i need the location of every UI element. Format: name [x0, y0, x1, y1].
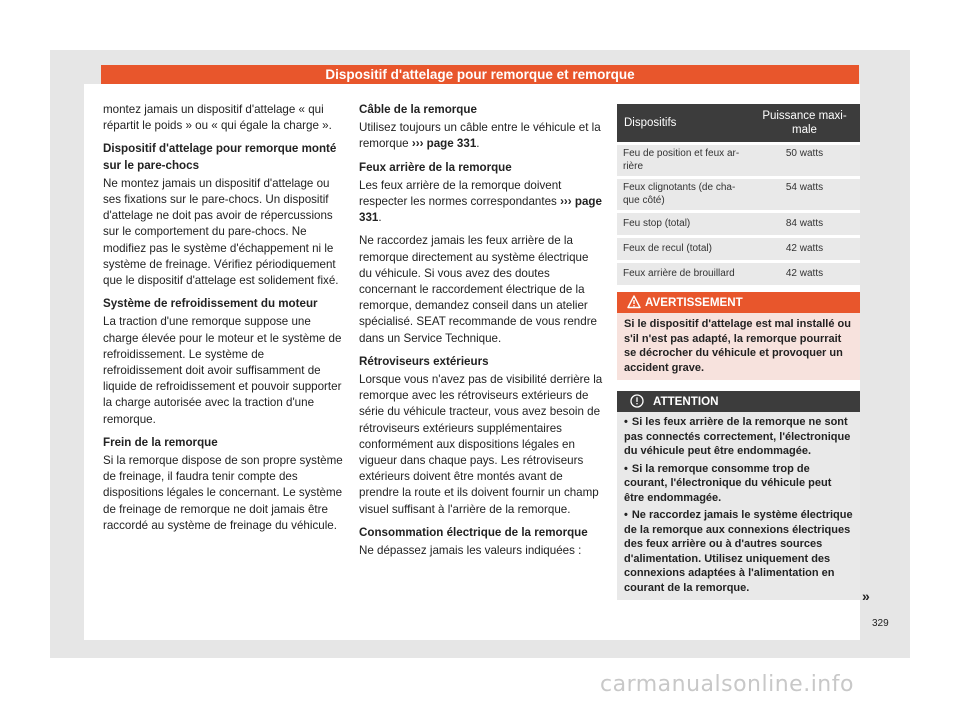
paragraph-text: . [378, 211, 382, 225]
heading: Feux arrière de la remorque [359, 160, 512, 174]
table-cell: Feux de recul (total) [617, 238, 749, 260]
power-table [617, 101, 860, 288]
table-row [617, 238, 860, 260]
paragraph: La traction d'une remorque suppose une charge élevée pour le moteur et le système de refroidissement. Le système de refroidissement doit avoir suffisamment de liquide de refroidissement et pouvoir supporter la charge autorisée avec la traction d'une remorque. [103, 315, 342, 426]
heading: Système de refroidissement du moteur [103, 297, 318, 311]
warning-triangle-icon [627, 295, 641, 309]
list-item: • Si la remorque consomme trop de courant, l'électronique du véhicule peut être endommagée. [624, 462, 832, 504]
paragraph: Ne montez jamais un dispositif d'attelage ou ses fixations sur le pare-chocs. Un dispositif d'attelage ne doit pas avoir de répercussions sur le comportement du pare-chocs. Ne modifiez pas le système d'échappement ni le système de freinage. Vérifiez périodiquement que le dispositif d'attelage est solidement fixé. [103, 176, 339, 288]
table-row [617, 179, 860, 210]
list-item: • Si les feux arrière de la remorque ne sont pas connectés correctement, l'électronique du véhicule peut être endommagée. [624, 416, 851, 457]
table-cell: 50 watts [749, 145, 860, 176]
attention-list [624, 415, 853, 595]
section-header: Dispositif d'attelage pour remorque et remorque [101, 65, 859, 84]
paragraph: Ne dépassez jamais les valeurs indiquées : [359, 544, 582, 558]
warning-text: Si le dispositif d'attelage est mal installé ou s'il n'est pas adapté, la remorque pourrait se décrocher du véhicule et provoquer un accident grave. [624, 318, 851, 374]
heading: Frein de la remorque [103, 435, 218, 449]
paragraph-text: Les feux arrière de la remorque doivent respecter les normes correspondantes [359, 178, 562, 209]
table-cell: Feu de position et feux ar-rière [617, 145, 749, 176]
table-cell: 42 watts [749, 263, 860, 285]
table-cell: Feux clignotants (de cha-que côté) [617, 179, 749, 210]
table-row [617, 263, 860, 285]
table-cell: 84 watts [749, 213, 860, 235]
watermark: carmanualsonline.info [600, 672, 854, 697]
paragraph-text: . [476, 137, 480, 151]
page-reference-link[interactable]: ››› page 331 [411, 137, 477, 151]
table-cell: 42 watts [749, 238, 860, 260]
continue-arrow-icon: » [862, 588, 870, 604]
table-header-devices: Dispositifs [617, 104, 749, 142]
table-row [617, 145, 860, 176]
paragraph: Si la remorque dispose de son propre système de freinage, il faudra tenir compte des dispositions légales le concernant. Le système de freinage de remorque ne doit jamais être raccordé au système de freinage du véhicule. [103, 454, 343, 532]
paragraph: Ne raccordez jamais les feux arrière de la remorque directement au système électrique du véhicule. Si vous avez des doutes concernant le raccordement électrique de la remorque, demandez conseil dans un atelier spécialisé. SEAT recommande de vous rendre dans un Service Technique. [359, 234, 598, 345]
page-number: 329 [872, 618, 889, 629]
attention-body [617, 412, 860, 601]
column-middle [359, 102, 603, 566]
attention-header [617, 391, 860, 412]
heading: Dispositif d'attelage pour remorque monté sur le pare-chocs [103, 142, 337, 172]
attention-box [617, 391, 860, 600]
paragraph: Lorsque vous n'avez pas de visibilité derrière la remorque avec les rétroviseurs extérieurs de série du véhicule tracteur, vous avez besoin de rétroviseurs extérieurs supplémentaires conformément aux dispositions légales en vigueur dans chaque pays. Les rétroviseurs extérieurs doivent être montés avant de prendre la route et ils doivent fournir un champ visuel suffisant à l'arrière de la remorque. [359, 373, 603, 516]
list-item-text: Ne raccordez jamais le système électrique de la remorque aux connexions électriques des feux arrière ou à d'autres sources d'alimentation. Utilisez uniquement des connexions adaptées à l'alimentation en courant de la remorque. [624, 509, 853, 594]
list-item: • Ne raccordez jamais le système électrique de la remorque aux connexions électriques des feux arrière ou à d'autres sources d'alimentation. Utilisez uniquement des connexions adaptées à l'alimentation en courant de la remorque. [624, 509, 853, 594]
table-cell: 54 watts [749, 179, 860, 210]
heading: Rétroviseurs extérieurs [359, 354, 489, 368]
paragraph [359, 120, 603, 152]
list-item-text: Si les feux arrière de la remorque ne sont pas connectés correctement, l'électronique du véhicule peut être endommagée. [624, 416, 851, 457]
warning-title: AVERTISSEMENT [645, 296, 743, 309]
paragraph [359, 178, 603, 227]
table-header-power: Puissance maxi-male [749, 104, 860, 142]
list-item-text: Si la remorque consomme trop de courant, l'électronique du véhicule peut être endommagée. [624, 462, 832, 504]
page-reference-link[interactable]: ››› page 331 [359, 195, 602, 225]
heading: Consommation électrique de la remorque [359, 525, 588, 539]
warning-box [617, 292, 860, 380]
column-left [103, 102, 345, 541]
attention-title: ATTENTION [653, 395, 719, 408]
warning-header [617, 292, 860, 313]
paragraph: montez jamais un dispositif d'attelage « qui répartit le poids » ou « qui égale la charge ». [103, 103, 332, 133]
paragraph-text: Utilisez toujours un câble entre le véhicule et la remorque [359, 121, 601, 151]
table-row [617, 213, 860, 235]
table-cell: Feu stop (total) [617, 213, 749, 235]
info-circle-icon [630, 394, 644, 408]
table-cell: Feux arrière de brouillard [617, 263, 749, 285]
heading: Câble de la remorque [359, 103, 477, 116]
